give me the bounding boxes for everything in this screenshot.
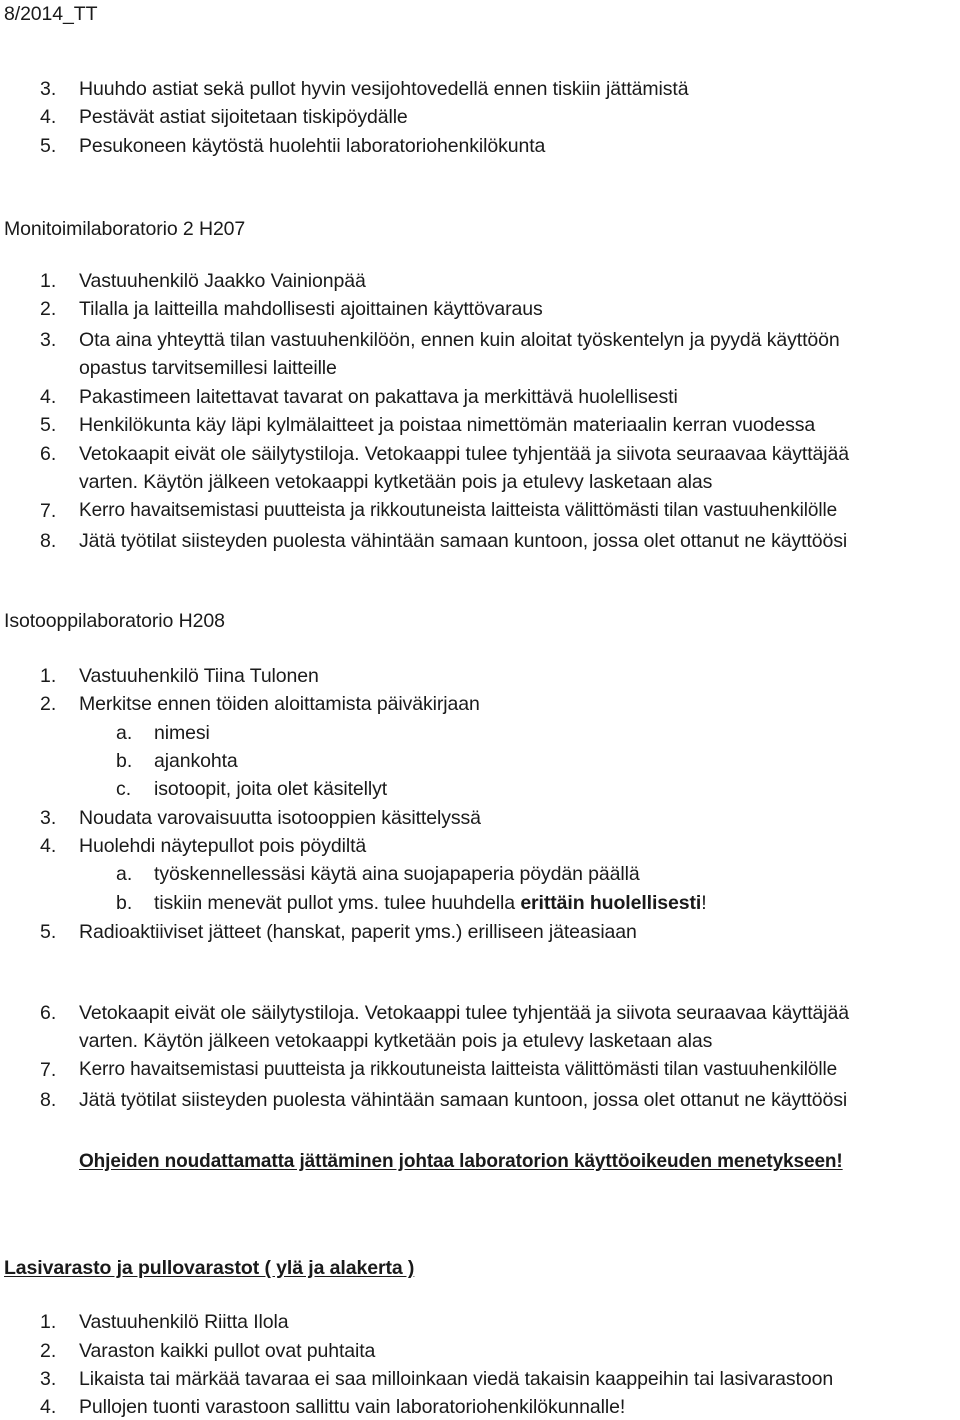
list-number: 3. xyxy=(40,1368,57,1390)
list-number: 1. xyxy=(40,270,57,292)
sublist-item: työskennellessäsi käytä aina suojapaperia pöydän päällä xyxy=(154,863,640,885)
sublist-item-text: tiskiin menevät pullot yms. tulee huuhdella xyxy=(154,892,521,914)
list-number: 7. xyxy=(40,1059,57,1081)
list-item: Pullojen tuonti varastoon sallittu vain laboratoriohenkilökunnalle! xyxy=(79,1396,626,1418)
list-item: Huolehdi näytepullot pois pöydiltä xyxy=(79,835,367,857)
list-item: Noudata varovaisuutta isotooppien käsittelyssä xyxy=(79,807,481,829)
warning-notice: Ohjeiden noudattamatta jättäminen johtaa laboratorion käyttöoikeuden menetykseen! xyxy=(79,1151,843,1172)
list-number: 6. xyxy=(40,443,57,465)
list-number: 2. xyxy=(40,298,57,320)
list-number: 2. xyxy=(40,1340,57,1362)
list-item-continuation: opastus tarvitsemillesi laitteille xyxy=(79,357,337,379)
list-number: 2. xyxy=(40,693,57,715)
sublist-letter: b. xyxy=(116,750,133,772)
list-number: 4. xyxy=(40,106,57,128)
section-title: Monitoimilaboratorio 2 H207 xyxy=(4,218,246,240)
list-item: Pakastimeen laitettavat tavarat on pakattava ja merkittävä huolellisesti xyxy=(79,386,678,408)
sublist-item-suffix: ! xyxy=(701,892,707,914)
list-number: 4. xyxy=(40,386,57,408)
list-number: 5. xyxy=(40,921,57,943)
list-item-continuation: varten. Käytön jälkeen vetokaappi kytketään pois ja etulevy lasketaan alas xyxy=(79,471,713,493)
list-item: Vastuuhenkilö Jaakko Vainionpää xyxy=(79,270,366,292)
list-item: Henkilökunta käy läpi kylmälaitteet ja poistaa nimettömän materiaalin kerran vuodessa xyxy=(79,414,816,436)
list-item: Likaista tai märkää tavaraa ei saa milloinkaan viedä takaisin kaappeihin tai lasivarastoon xyxy=(79,1368,834,1390)
list-item: Jätä työtilat siisteyden puolesta vähintään samaan kuntoon, jossa olet ottanut ne käyttöösi xyxy=(79,530,848,552)
sublist-item xyxy=(154,891,707,915)
list-number: 8. xyxy=(40,530,57,552)
list-item-continuation: varten. Käytön jälkeen vetokaappi kytketään pois ja etulevy lasketaan alas xyxy=(79,1030,713,1052)
list-item: Merkitse ennen töiden aloittamista päiväkirjaan xyxy=(79,693,480,715)
list-item: Kerro havaitsemistasi puutteista ja rikkoutuneista laitteista välittömästi tilan vastuuhenkilölle xyxy=(79,500,838,521)
list-number: 6. xyxy=(40,1002,57,1024)
list-item: Radioaktiiviset jätteet (hanskat, paperit yms.) erilliseen jäteasiaan xyxy=(79,921,637,943)
list-item: Kerro havaitsemistasi puutteista ja rikkoutuneista laitteista välittömästi tilan vastuuhenkilölle xyxy=(79,1059,838,1080)
sublist-item: isotoopit, joita olet käsitellyt xyxy=(154,778,388,800)
list-item: Vastuuhenkilö Tiina Tulonen xyxy=(79,665,319,687)
sublist-letter: a. xyxy=(116,863,133,885)
list-number: 3. xyxy=(40,807,57,829)
list-item: Vetokaapit eivät ole säilytystiloja. Vetokaappi tulee tyhjentää ja siivota seuraavaa käyttäjää xyxy=(79,443,850,465)
list-number: 5. xyxy=(40,414,57,436)
sublist-item: nimesi xyxy=(154,722,210,744)
emphasis-text: erittäin huolellisesti xyxy=(520,892,702,914)
list-item: Varaston kaikki pullot ovat puhtaita xyxy=(79,1340,376,1362)
list-number: 5. xyxy=(40,135,57,157)
list-item: Vastuuhenkilö Riitta Ilola xyxy=(79,1311,289,1333)
list-item: Ota aina yhteyttä tilan vastuuhenkilöön, ennen kuin aloitat työskentelyn ja pyydä käyttöön xyxy=(79,329,840,351)
list-item: Tilalla ja laitteilla mahdollisesti ajoittainen käyttövaraus xyxy=(79,298,543,320)
sublist-item: ajankohta xyxy=(154,750,238,772)
sublist-letter: b. xyxy=(116,892,133,914)
list-number: 4. xyxy=(40,835,57,857)
sublist-letter: a. xyxy=(116,722,133,744)
list-number: 1. xyxy=(40,1311,57,1333)
list-item: Huuhdo astiat sekä pullot hyvin vesijohtovedellä ennen tiskiin jättämistä xyxy=(79,78,689,100)
section-title: Lasivarasto ja pullovarastot ( ylä ja alakerta ) xyxy=(4,1257,415,1279)
list-number: 7. xyxy=(40,500,57,522)
list-item: Jätä työtilat siisteyden puolesta vähintään samaan kuntoon, jossa olet ottanut ne käyttöösi xyxy=(79,1089,848,1111)
section-title: Isotooppilaboratorio H208 xyxy=(4,610,225,632)
list-number: 1. xyxy=(40,665,57,687)
page-header-title: 8/2014_TT xyxy=(4,3,98,25)
list-number: 3. xyxy=(40,329,57,351)
list-number: 4. xyxy=(40,1396,57,1418)
list-item: Pestävät astiat sijoitetaan tiskipöydälle xyxy=(79,106,408,128)
list-number: 3. xyxy=(40,78,57,100)
list-number: 8. xyxy=(40,1089,57,1111)
sublist-letter: c. xyxy=(116,778,132,800)
list-item: Vetokaapit eivät ole säilytystiloja. Vetokaappi tulee tyhjentää ja siivota seuraavaa käyttäjää xyxy=(79,1002,850,1024)
list-item: Pesukoneen käytöstä huolehtii laboratoriohenkilökunta xyxy=(79,135,546,157)
